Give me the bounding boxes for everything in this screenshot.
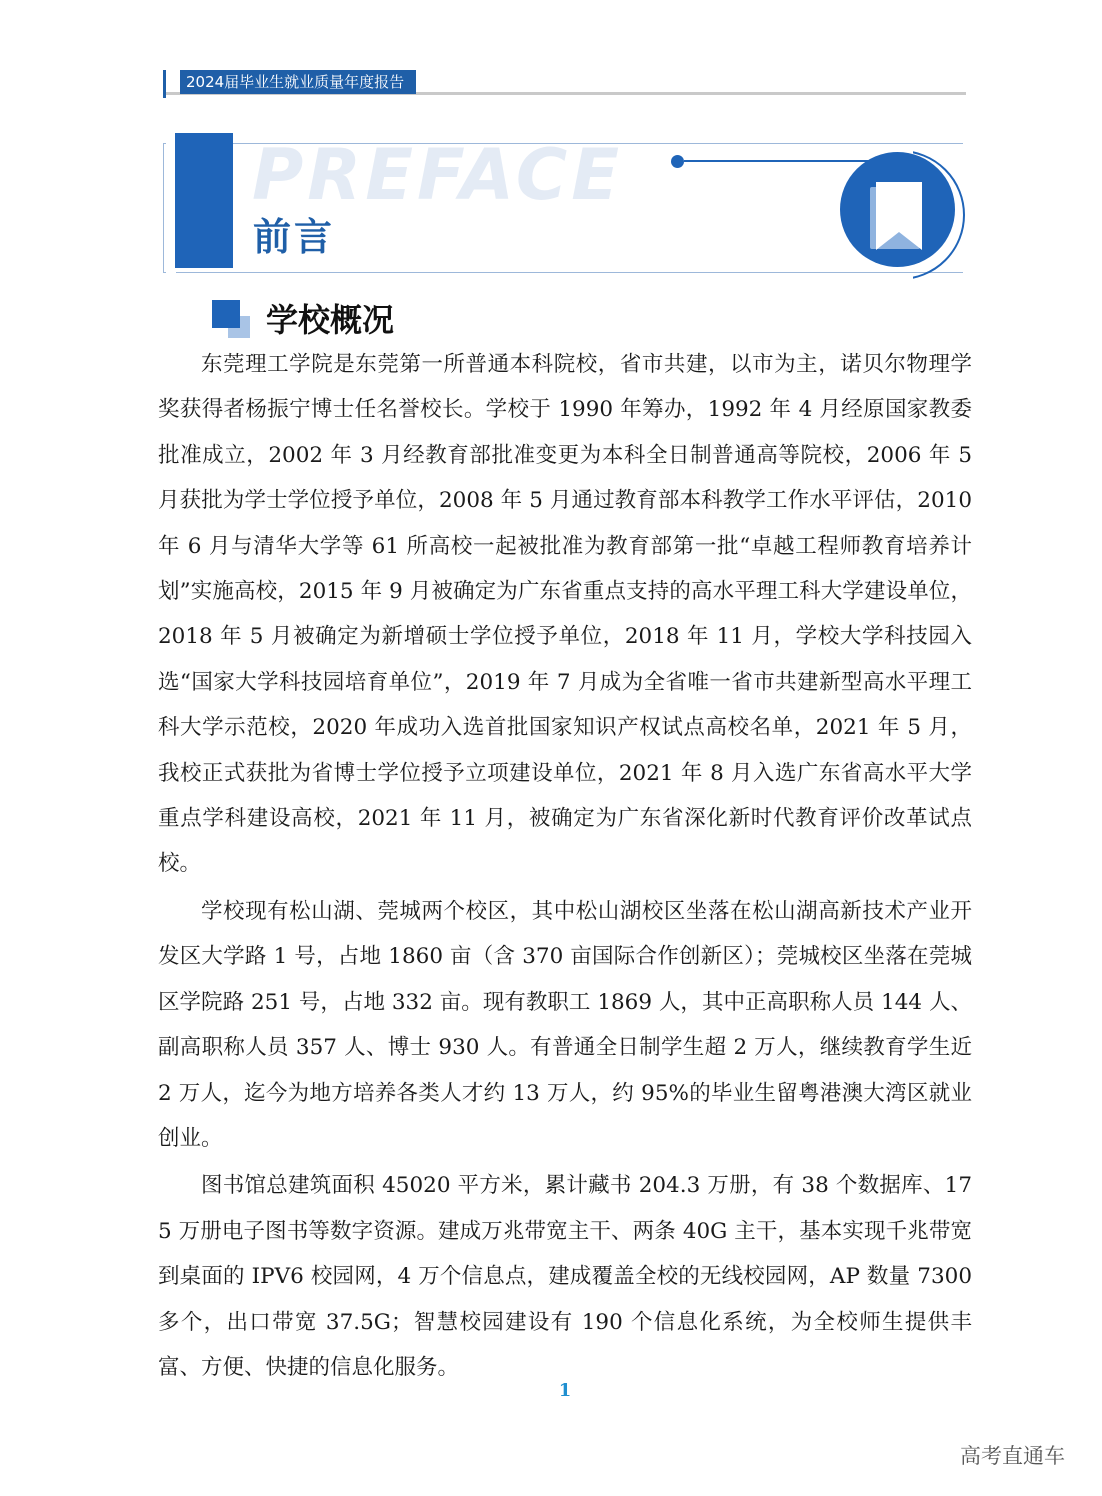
header-accent-bar bbox=[163, 70, 166, 98]
report-title: 2024届毕业生就业质量年度报告 bbox=[180, 70, 416, 94]
body-text bbox=[158, 342, 972, 1392]
paragraph-history: 东莞理工学院是东莞第一所普通本科院校，省市共建，以市为主，诺贝尔物理学奖获得者杨振宁博士任名誉校长。学校于 1990 年筹办，1992 年 4 月经原国家教委批准成立，2002 年 3 月经教育部批准变更为本科全日制普通高等院校，2006 年 5 月获批为学士学位授予单位，2008 年 5 月通过教育部本科教学工作水平评估，2010 年 6 月与清华大学等 61 所高校一起被批准为教育部第一批“卓越工程师教育培养计划”实施高校，2015 年 9 月被确定为广东省重点支持的高水平理工科大学建设单位，2018 年 5 月被确定为新增硕士学位授予单位，2018 年 11 月，学校大学科技园入选“国家大学科技园培育单位”，2019 年 7 月成为全省唯一省市共建新型高水平理工科大学示范校，2020 年成功入选首批国家知识产权试点高校名单，2021 年 5 月，我校正式获批为省博士学位授予立项建设单位，2021 年 8 月入选广东省高水平大学重点学科建设高校，2021 年 11 月，被确定为广东省深化新时代教育评价改革试点校。 bbox=[158, 352, 972, 877]
paragraph-library: 图书馆总建筑面积 45020 平方米，累计藏书 204.3 万册，有 38 个数据库、175 万册电子图书等数字资源。建成万兆带宽主干、两条 40G 主干，基本实现千兆带宽到桌面的 IPV6 校园网，4 万个信息点，建成覆盖全校的无线校园网，AP 数量 7300 多个，出口带宽 37.5G；智慧校园建设有 190 个信息化系统，为全校师生提供丰富、方便、快捷的信息化服务。 bbox=[158, 1173, 972, 1380]
banner-english-title: PREFACE bbox=[252, 134, 624, 216]
banner-chinese-title: 前言 bbox=[253, 215, 336, 259]
page-number: 1 bbox=[558, 1380, 572, 1401]
watermark: 高考直通车 bbox=[960, 1444, 1065, 1468]
banner-icon-circle bbox=[840, 152, 955, 267]
paragraph-campus: 学校现有松山湖、莞城两个校区，其中松山湖校区坐落在松山湖高新技术产业开发区大学路 1 号，占地 1860 亩（含 370 亩国际合作创新区）；莞城校区坐落在莞城区学院路 251 号，占地 332 亩。现有教职工 1869 人，其中正高职称人员 144 人、副高职称人员 357 人、博士 930 人。有普通全日制学生超 2 万人，继续教育学生近 2 万人，迄今为地方培养各类人才约 13 万人，约 95%的毕业生留粤港澳大湾区就业创业。 bbox=[158, 898, 972, 1151]
bookmark-icon bbox=[840, 152, 955, 267]
section-marker bbox=[212, 300, 240, 328]
banner-dot bbox=[671, 155, 684, 168]
section-title: 学校概况 bbox=[266, 301, 395, 339]
banner-accent-block bbox=[175, 133, 233, 268]
